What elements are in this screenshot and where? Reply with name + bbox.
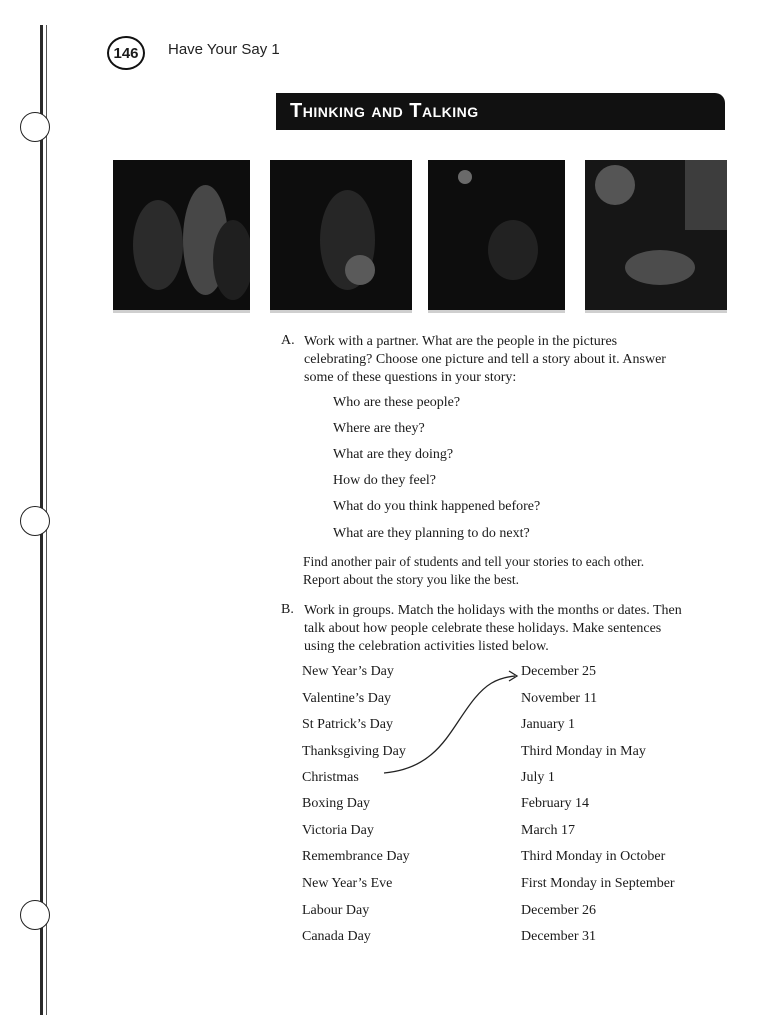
binder-ring-hole (20, 506, 50, 536)
question-item: What are they doing? (333, 447, 454, 462)
question-item: What are they planning to do next? (333, 526, 530, 541)
date-item: March 17 (521, 823, 576, 838)
activity-b-instruction-line: Work in groups. Match the holidays with the months or dates. Then (304, 603, 682, 618)
page-number-badge: 146 (107, 36, 145, 70)
binder-ring-hole (20, 112, 50, 142)
holiday-item: Victoria Day (302, 823, 374, 838)
holiday-item: Boxing Day (302, 796, 371, 811)
holiday-item: Labour Day (302, 903, 370, 918)
book-title: Have Your Say 1 (168, 41, 280, 58)
photo-1 (113, 160, 250, 313)
date-item: February 14 (521, 796, 590, 811)
activity-a-followup-line: Report about the story you like the best. (303, 572, 519, 587)
holiday-item: Remembrance Day (302, 849, 410, 864)
question-item: What do you think happened before? (333, 499, 541, 514)
date-item: November 11 (521, 691, 598, 706)
holiday-item: Valentine’s Day (302, 691, 392, 706)
activity-a-instruction-line: Work with a partner. What are the people in the pictures (304, 334, 618, 349)
binder-ring-hole (20, 900, 50, 930)
question-item: Who are these people? (333, 395, 461, 410)
question-item: Where are they? (333, 421, 425, 436)
holiday-item: New Year’s Eve (302, 876, 393, 891)
date-item: Third Monday in May (521, 744, 646, 759)
holiday-item: Thanksgiving Day (302, 744, 406, 759)
holiday-item: Canada Day (302, 929, 371, 944)
activity-b-instruction-line: using the celebration activities listed below. (304, 639, 549, 654)
question-item: How do they feel? (333, 473, 437, 488)
example-match-arrow (380, 668, 520, 778)
photo-2 (270, 160, 412, 313)
date-item: December 31 (521, 929, 597, 944)
date-item: July 1 (521, 770, 555, 785)
activity-a-instruction-line: some of these questions in your story: (304, 370, 517, 385)
photo-3 (428, 160, 565, 313)
holiday-item: St Patrick’s Day (302, 717, 393, 732)
activity-a-instruction-line: celebrating? Choose one picture and tell a story about it. Answer (304, 352, 666, 367)
date-item: Third Monday in October (521, 849, 666, 864)
activity-a-followup-line: Find another pair of students and tell your stories to each other. (303, 554, 645, 569)
section-title-banner: Thinking and Talking (276, 93, 725, 130)
activity-b-instruction-line: talk about how people celebrate these holidays. Make sentences (304, 621, 662, 636)
date-item: January 1 (521, 717, 576, 732)
holiday-item: New Year’s Day (302, 664, 394, 679)
date-item: December 26 (521, 903, 597, 918)
date-item: First Monday in September (521, 876, 675, 891)
activity-a-label: A. (281, 333, 295, 348)
photo-4 (585, 160, 727, 313)
activity-b-label: B. (281, 602, 294, 617)
holiday-item: Christmas (302, 770, 359, 785)
date-item: December 25 (521, 664, 597, 679)
